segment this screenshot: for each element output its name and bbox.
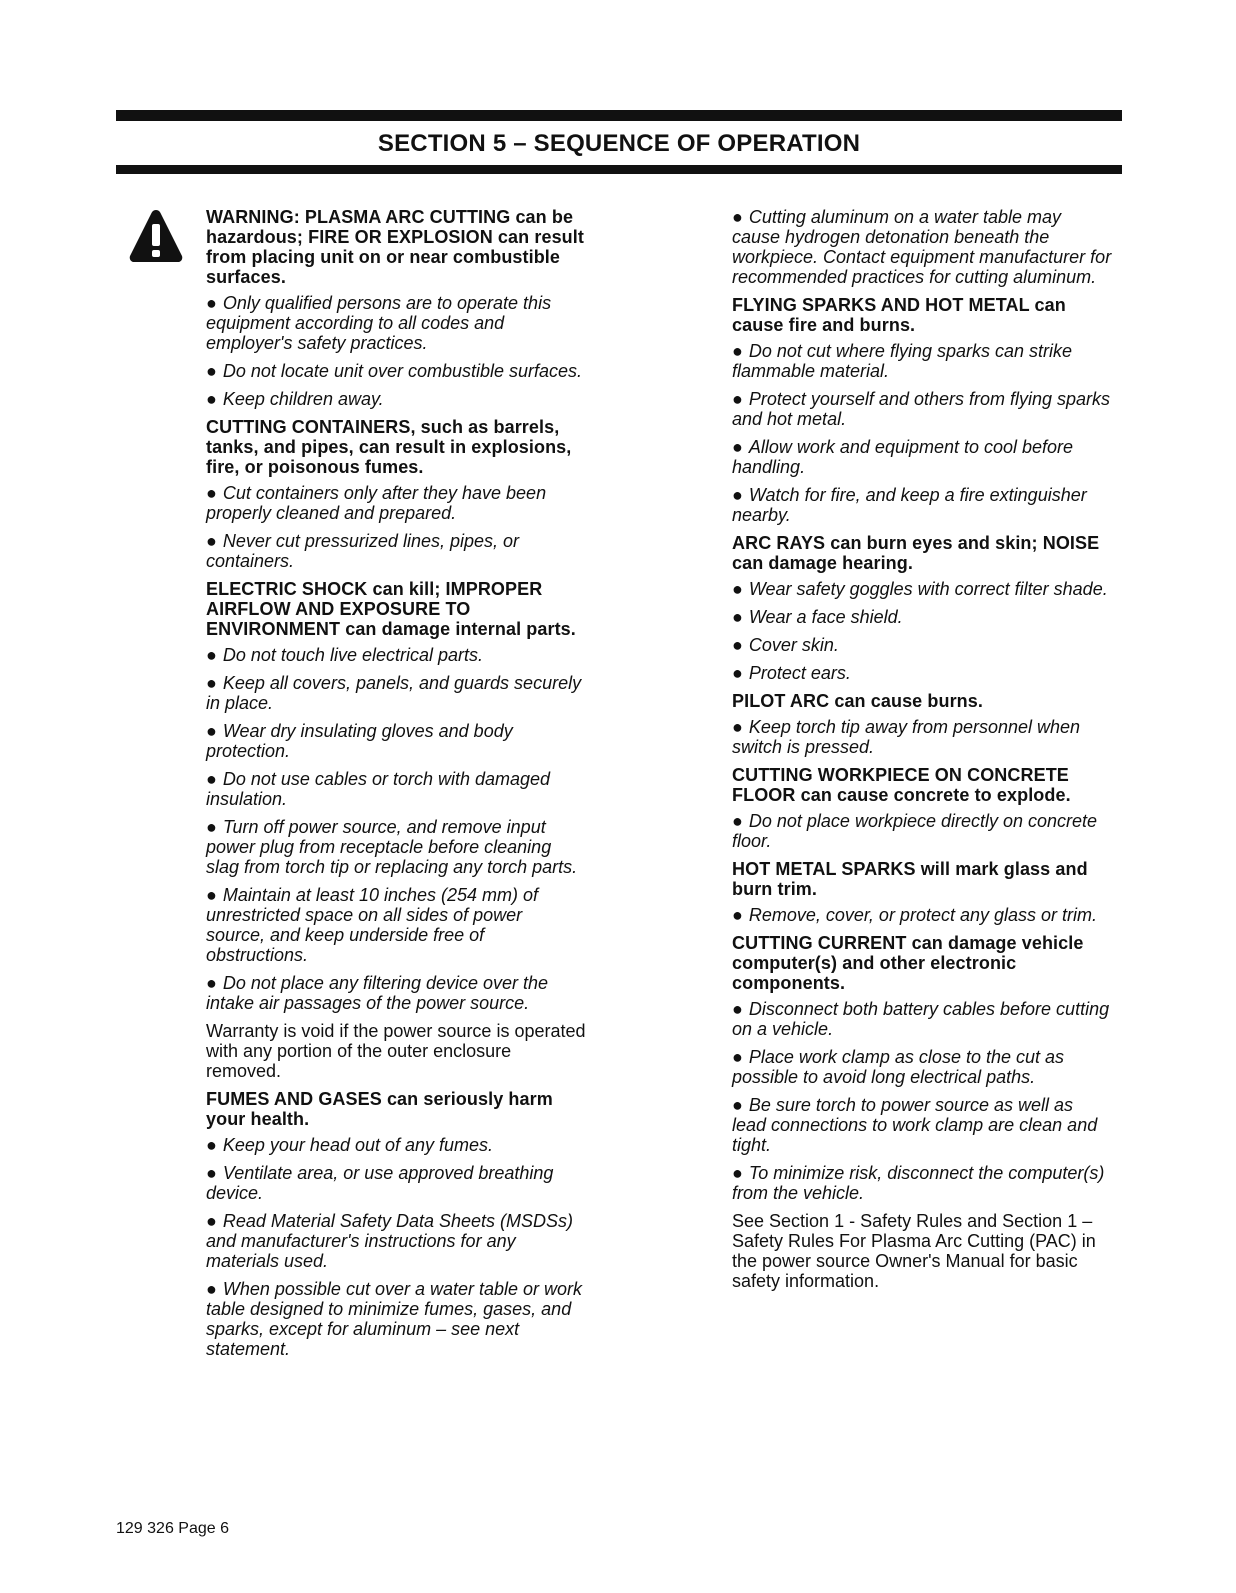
left-bullet-13: [206, 885, 586, 965]
bullet-dot-icon: ●: [732, 437, 743, 457]
right-bullet-19: [732, 1047, 1112, 1087]
bullet-text: Disconnect both battery cables before cutting on a vehicle.: [732, 999, 1110, 1039]
bullet-dot-icon: ●: [732, 1095, 743, 1115]
left-bullet-17: [206, 1135, 586, 1155]
bullet-text: Turn off power source, and remove input power plug from receptacle before cleaning slag from torch tip or replacing any torch parts.: [206, 817, 578, 877]
left-heading-7: ELECTRIC SHOCK can kill; IMPROPER AIRFLOW AND EXPOSURE TO ENVIRONMENT can damage internal parts.: [206, 579, 576, 639]
right-column: [732, 207, 1112, 1299]
left-bullet-6: [206, 531, 586, 571]
left-bullet-19: [206, 1211, 586, 1271]
right-heading-13: CUTTING WORKPIECE ON CONCRETE FLOOR can cause concrete to explode.: [732, 765, 1071, 805]
bullet-text: Do not place any filtering device over the intake air passages of the power source.: [206, 973, 549, 1013]
left-heading-0: WARNING: PLASMA ARC CUTTING can be hazardous; FIRE OR EXPLOSION can result from placing unit on or near combustible surfaces.: [206, 207, 584, 287]
right-bullet-21: [732, 1163, 1112, 1203]
bullet-dot-icon: ●: [206, 483, 217, 503]
bullet-text: Do not cut where flying sparks can strike flammable material.: [732, 341, 1073, 381]
right-bullet-7: [732, 579, 1112, 599]
right-bullet-4: [732, 437, 1112, 477]
bullet-dot-icon: ●: [206, 361, 217, 381]
bullet-dot-icon: ●: [732, 207, 743, 227]
bullet-text: To minimize risk, disconnect the computer(s) from the vehicle.: [732, 1163, 1105, 1203]
bullet-dot-icon: ●: [206, 531, 217, 551]
bullet-dot-icon: ●: [206, 817, 217, 837]
right-bullet-8: [732, 607, 1112, 627]
bullet-dot-icon: ●: [206, 1279, 217, 1299]
header-rule-bottom: [116, 165, 1122, 174]
bullet-text: Allow work and equipment to cool before handling.: [732, 437, 1074, 477]
bullet-dot-icon: ●: [732, 579, 743, 599]
right-bullet-14: [732, 811, 1112, 851]
right-bullet-0: [732, 207, 1112, 287]
bullet-dot-icon: ●: [206, 1135, 217, 1155]
left-bullet-12: [206, 817, 586, 877]
right-heading-17: CUTTING CURRENT can damage vehicle computer(s) and other electronic components.: [732, 933, 1084, 993]
bullet-dot-icon: ●: [732, 389, 743, 409]
bullet-dot-icon: ●: [732, 663, 743, 683]
right-bullet-5: [732, 485, 1112, 525]
bullet-text: When possible cut over a water table or work table designed to minimize fumes, gases, and sparks, except for aluminum – see next statement.: [206, 1279, 583, 1359]
bullet-text: Do not use cables or torch with damaged insulation.: [206, 769, 551, 809]
bullet-dot-icon: ●: [732, 341, 743, 361]
bullet-dot-icon: ●: [206, 973, 217, 993]
bullet-text: Never cut pressurized lines, pipes, or containers.: [206, 531, 520, 571]
bullet-dot-icon: ●: [732, 635, 743, 655]
left-bullet-3: [206, 389, 586, 409]
left-bullet-8: [206, 645, 586, 665]
bullet-dot-icon: ●: [206, 885, 217, 905]
bullet-text: Read Material Safety Data Sheets (MSDSs) and manufacturer's instructions for any materials used.: [206, 1211, 574, 1271]
bullet-dot-icon: ●: [732, 717, 743, 737]
warning-triangle-icon: [128, 208, 184, 264]
bullet-text: Only qualified persons are to operate this equipment according to all codes and employer's safety practices.: [206, 293, 552, 353]
left-bullet-5: [206, 483, 586, 523]
left-bullet-2: [206, 361, 586, 381]
left-bullet-9: [206, 673, 586, 713]
right-heading-6: ARC RAYS can burn eyes and skin; NOISE can damage hearing.: [732, 533, 1100, 573]
bullet-text: Wear safety goggles with correct filter shade.: [748, 579, 1108, 599]
left-column: [206, 207, 586, 1367]
bullet-text: Ventilate area, or use approved breathing device.: [206, 1163, 554, 1203]
bullet-text: Remove, cover, or protect any glass or trim.: [748, 905, 1098, 925]
header-rule-top: [116, 110, 1122, 121]
bullet-text: Wear dry insulating gloves and body protection.: [206, 721, 513, 761]
bullet-dot-icon: ●: [732, 1047, 743, 1067]
left-bullet-1: [206, 293, 586, 353]
left-bullet-10: [206, 721, 586, 761]
bullet-dot-icon: ●: [206, 721, 217, 741]
bullet-dot-icon: ●: [732, 811, 743, 831]
bullet-dot-icon: ●: [732, 485, 743, 505]
bullet-text: Maintain at least 10 inches (254 mm) of unrestricted space on all sides of power source, and keep underside free of obstructions.: [206, 885, 539, 965]
right-bullet-9: [732, 635, 1112, 655]
bullet-dot-icon: ●: [206, 389, 217, 409]
bullet-text: Cut containers only after they have been properly cleaned and prepared.: [206, 483, 547, 523]
bullet-text: Cover skin.: [748, 635, 839, 655]
bullet-text: Protect ears.: [748, 663, 851, 683]
bullet-dot-icon: ●: [206, 769, 217, 789]
right-plain-22: See Section 1 - Safety Rules and Section 1 – Safety Rules For Plasma Arc Cutting (PAC) in the power source Owner's Manual for basic safety information.: [732, 1211, 1096, 1291]
right-bullet-2: [732, 341, 1112, 381]
bullet-dot-icon: ●: [206, 673, 217, 693]
right-bullet-18: [732, 999, 1112, 1039]
bullet-text: Keep your head out of any fumes.: [222, 1135, 494, 1155]
bullet-text: Watch for fire, and keep a fire extinguisher nearby.: [732, 485, 1087, 525]
bullet-text: Keep torch tip away from personnel when switch is pressed.: [732, 717, 1081, 757]
bullet-dot-icon: ●: [732, 905, 743, 925]
bullet-dot-icon: ●: [732, 999, 743, 1019]
bullet-dot-icon: ●: [206, 1163, 217, 1183]
right-heading-11: PILOT ARC can cause burns.: [732, 691, 983, 711]
bullet-text: Place work clamp as close to the cut as possible to avoid long electrical paths.: [732, 1047, 1065, 1087]
bullet-text: Keep children away.: [222, 389, 384, 409]
bullet-dot-icon: ●: [206, 1211, 217, 1231]
right-bullet-12: [732, 717, 1112, 757]
section-title: SECTION 5 – SEQUENCE OF OPERATION: [377, 130, 861, 157]
bullet-dot-icon: ●: [206, 293, 217, 313]
right-bullet-10: [732, 663, 1112, 683]
bullet-text: Do not touch live electrical parts.: [222, 645, 483, 665]
bullet-dot-icon: ●: [732, 1163, 743, 1183]
right-bullet-20: [732, 1095, 1112, 1155]
bullet-text: Do not locate unit over combustible surfaces.: [222, 361, 583, 381]
left-heading-16: FUMES AND GASES can seriously harm your health.: [206, 1089, 553, 1129]
bullet-dot-icon: ●: [732, 607, 743, 627]
bullet-text: Do not place workpiece directly on concrete floor.: [732, 811, 1098, 851]
bullet-text: Keep all covers, panels, and guards securely in place.: [206, 673, 582, 713]
page-footer: 129 326 Page 6: [116, 1520, 229, 1537]
left-heading-4: CUTTING CONTAINERS, such as barrels, tanks, and pipes, can result in explosions, fire, or poisonous fumes.: [206, 417, 572, 477]
bullet-text: Protect yourself and others from flying sparks and hot metal.: [732, 389, 1111, 429]
left-bullet-14: [206, 973, 586, 1013]
left-bullet-11: [206, 769, 586, 809]
left-bullet-18: [206, 1163, 586, 1203]
bullet-dot-icon: ●: [206, 645, 217, 665]
right-heading-1: FLYING SPARKS AND HOT METAL can cause fire and burns.: [732, 295, 1066, 335]
bullet-text: Wear a face shield.: [748, 607, 903, 627]
bullet-text: Be sure torch to power source as well as lead connections to work clamp are clean and tight.: [732, 1095, 1098, 1155]
right-heading-15: HOT METAL SPARKS will mark glass and burn trim.: [732, 859, 1088, 899]
bullet-text: Cutting aluminum on a water table may cause hydrogen detonation beneath the workpiece. Contact equipment manufacturer for recommended practices for cutting aluminum.: [732, 207, 1112, 287]
right-bullet-16: [732, 905, 1112, 925]
left-bullet-20: [206, 1279, 586, 1359]
right-bullet-3: [732, 389, 1112, 429]
left-plain-15: Warranty is void if the power source is operated with any portion of the outer enclosure removed.: [206, 1021, 586, 1081]
